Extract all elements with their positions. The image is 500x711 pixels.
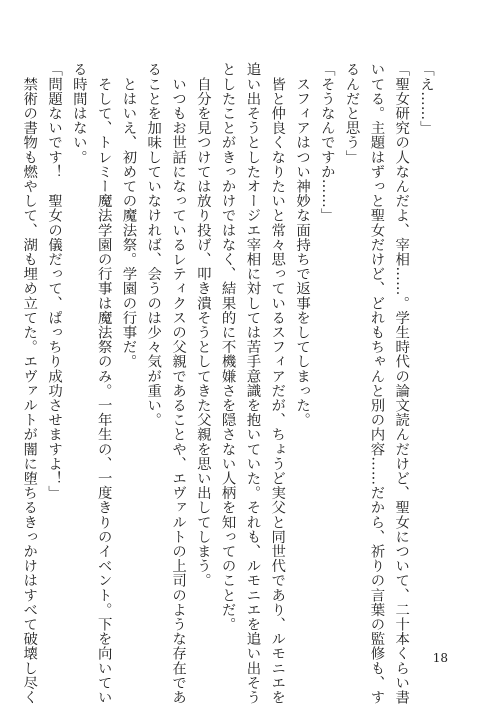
text-line-9: としたことがきっかけではなく、結果的に不機嫌さを隠さない人柄を知ってのことだ。 [219,62,236,632]
vertical-text-block [21,62,438,705]
text-line-3: いてる。主題はずっと聖女だけど、どれもちゃんと別の内容……だから、祈りの言葉の監修も、す [368,62,385,705]
text-line-13: とはいえ、初めての魔法祭。学園の行事だ。 [120,62,137,369]
text-line-11: いつもお世話になっているレティクスの父親であることや、エヴァルトの上司のような存在であ [170,62,187,705]
text-line-7: 皆と仲良くなりたいと常々思っているスフィアだが、ちょうど実父と同世代であり、ルモニエを [269,62,286,705]
text-line-10: 自分を見つけては放り投げ、叩き潰そうとしてきた父親を思い出してしまう。 [194,62,211,588]
text-line-4: るんだと思う」 [343,62,360,165]
text-line-12: ることを加味していなければ、会うのは少々気が重い。 [145,62,162,427]
text-line-16: 「問題ないです！ 聖女の儀だって、ぱっちり成功させますよ！」 [46,62,63,500]
text-line-8: 追い出そうとしたオージエ宰相に対しては苦手意識を抱いていた。それも、ルモニエを追い出そう [244,62,261,705]
text-line-2: 「聖女研究の人なんだよ、宰相……。学生時代の論文読んだけど、聖女について、二十本くらい書 [393,62,410,705]
text-line-6: スフィアはつい神妙な面持ちで返事をしてしまった。 [294,62,311,427]
text-line-5: 「そうなんですか……」 [318,62,335,223]
text-line-15: る時間はない。 [70,62,87,165]
text-line-1: 「え……」 [418,62,434,135]
text-line-17: 禁術の書物も燃やして、湖も埋め立てた。エヴァルトが闇に堕ちるきっかけはすべて破壊し尽く [21,62,38,705]
text-line-14: そして、トレミー魔法学園の行事は魔法祭のみ。一年生の、一度きりのイベント。下を向いてい [95,62,112,705]
page-number: 18 [432,651,448,665]
